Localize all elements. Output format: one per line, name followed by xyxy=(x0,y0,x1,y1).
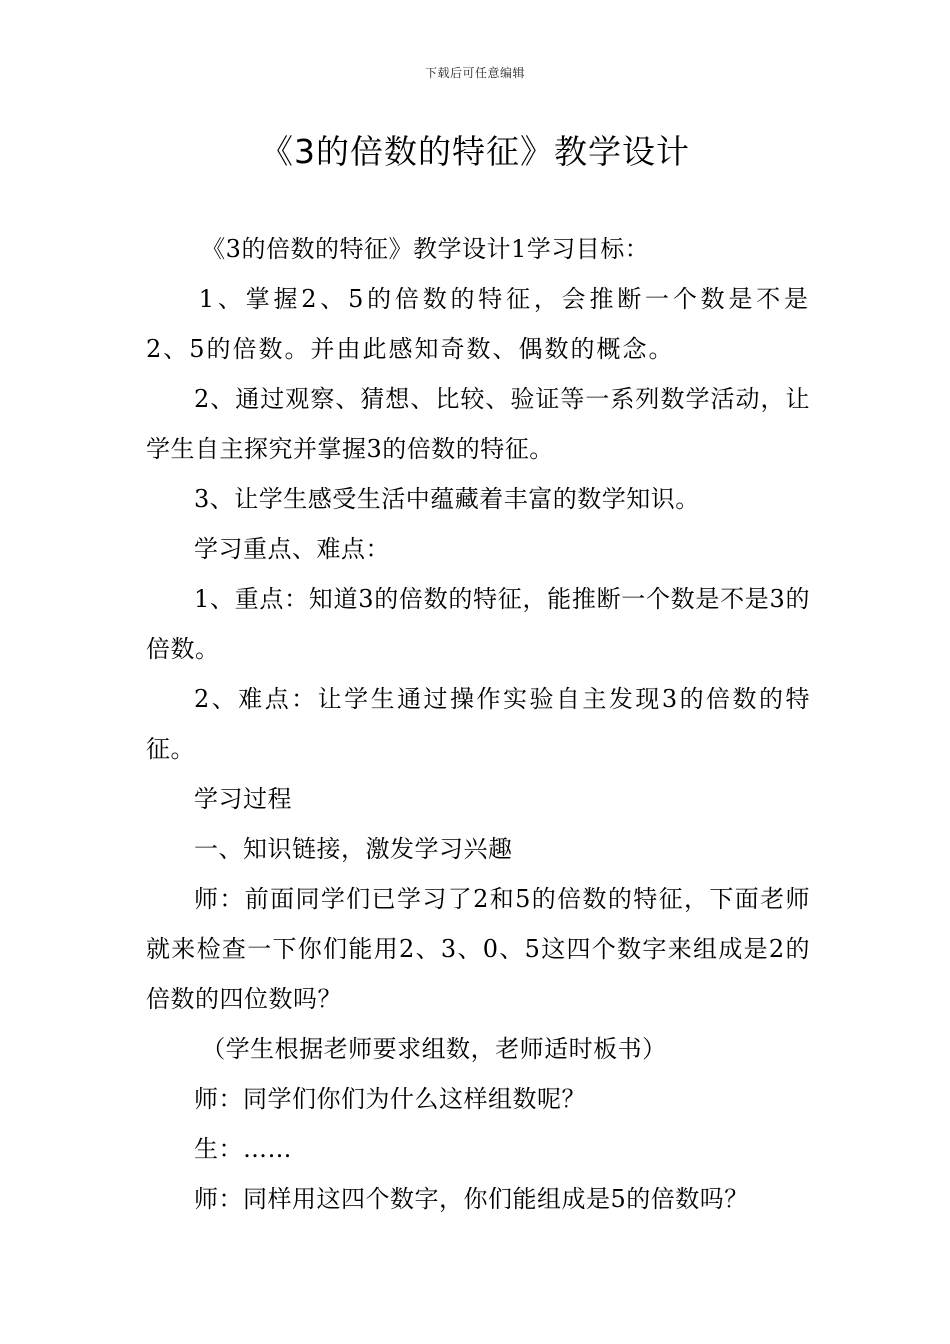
document-body xyxy=(146,224,810,1224)
paragraph-objective-2: 2、通过观察、猜想、比较、验证等一系列数学活动，让学生自主探究并掌握3的倍数的特征。 xyxy=(146,385,810,463)
paragraph-objective-1: 1、掌握2、5的倍数的特征，会推断一个数是不是2、5的倍数。并由此感知奇数、偶数的概念。 xyxy=(146,285,810,363)
paragraph-student-activity-note: （学生根据老师要求组数，老师适时板书） xyxy=(201,1035,667,1063)
paragraph-teacher-question-1: 师：前面同学们已学习了2和5的倍数的特征，下面老师就来检查一下你们能用2、3、0、5这四个数字来组成是2的倍数的四位数吗？ xyxy=(146,885,810,1013)
paragraph-student-answer: 生：…… xyxy=(194,1135,292,1163)
header-note: 下载后可任意编辑 xyxy=(424,66,525,80)
paragraph-key-points-heading: 学习重点、难点： xyxy=(194,535,390,563)
paragraph-process-heading: 学习过程 xyxy=(194,785,292,813)
paragraph-key-point: 1、重点：知道3的倍数的特征，能推断一个数是不是3的倍数。 xyxy=(146,585,810,663)
paragraph-section-1-heading: 一、知识链接，激发学习兴趣 xyxy=(194,835,513,863)
paragraph-teacher-question-2: 师：同学们你们为什么这样组数呢？ xyxy=(194,1085,586,1113)
paragraph-teacher-question-3: 师：同样用这四个数字，你们能组成是5的倍数吗？ xyxy=(194,1185,749,1213)
paragraph-objectives-heading: 《3的倍数的特征》教学设计1学习目标： xyxy=(201,235,650,263)
paragraph-objective-3: 3、让学生感受生活中蕴藏着丰富的数学知识。 xyxy=(194,485,700,513)
document-title: 《3的倍数的特征》教学设计 xyxy=(260,132,690,171)
paragraph-difficult-point: 2、难点：让学生通过操作实验自主发现3的倍数的特征。 xyxy=(146,685,810,763)
